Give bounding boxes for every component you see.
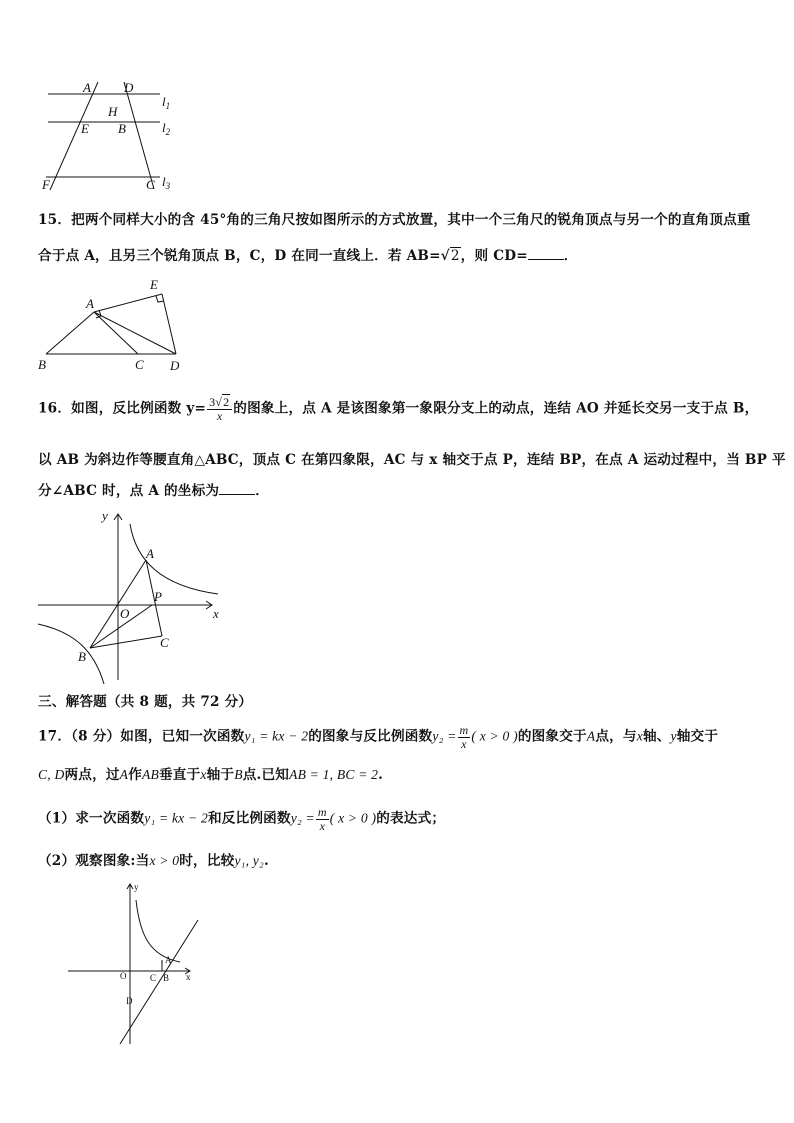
q15-text-a: 合于点 A，且另三个锐角顶点 B，C，D 在同一直线上．若 AB= bbox=[38, 248, 441, 264]
q15-text-b: ，则 CD= bbox=[460, 248, 528, 264]
label-A: A bbox=[86, 296, 94, 311]
label-B: B bbox=[78, 649, 86, 664]
label-E: E bbox=[81, 121, 89, 136]
label-D: D bbox=[170, 358, 180, 373]
label-D: D bbox=[124, 80, 134, 95]
segment-AB bbox=[46, 312, 94, 354]
label-C: C bbox=[135, 357, 144, 372]
label-C: C bbox=[160, 635, 169, 650]
q16-fraction: $\frac{3√2}{x}$ bbox=[207, 396, 232, 422]
q17-part1: （1）求一次函数y₁ = kx − 2和反比例函数y₂ = $\frac{m}{x}$ ( x > 0 )的表达式； bbox=[38, 805, 446, 833]
line-y1 bbox=[120, 920, 198, 1044]
label-B: B bbox=[163, 973, 170, 983]
q16-line2: 以 AB 为斜边作等腰直角△ABC，顶点 C 在第四象限，AC 与 x 轴交于点 P，连结 BP，在点 A 运动过程中，当 BP 平 bbox=[38, 452, 786, 468]
label-y: y bbox=[134, 882, 139, 892]
q16-answer-blank[interactable] bbox=[219, 482, 255, 495]
segment-AE bbox=[94, 294, 162, 312]
label-l1: $l_1$ bbox=[162, 94, 171, 111]
label-y: y bbox=[102, 508, 108, 523]
figure-hyperbola bbox=[36, 508, 236, 684]
label-B: B bbox=[38, 357, 46, 372]
q15-line1: 15．把两个同样大小的含 45°角的三角尺按如图所示的方式放置，其中一个三角尺的锐角顶点与另一个的直角顶点重 bbox=[38, 212, 751, 228]
segment-BC bbox=[90, 636, 162, 648]
segment-AC bbox=[94, 312, 138, 354]
figure-parallel-lines bbox=[36, 76, 186, 194]
label-B: B bbox=[118, 121, 126, 136]
label-H: H bbox=[108, 104, 118, 119]
q17-part2: （2）观察图象:当x > 0时，比较y₁, y₂. bbox=[38, 853, 269, 869]
label-A: A bbox=[146, 546, 154, 561]
label-C: C bbox=[146, 177, 155, 192]
q15-answer-blank[interactable] bbox=[528, 247, 564, 260]
figure-two-triangles bbox=[34, 276, 194, 376]
hyperbola-branch-q1 bbox=[130, 524, 218, 594]
transversal-AF bbox=[50, 82, 98, 190]
section3-title: 三、解答题（共 8 题，共 72 分） bbox=[38, 694, 253, 710]
label-O: O bbox=[120, 606, 130, 621]
label-x: x bbox=[213, 606, 219, 621]
q17-line1: 17．（8 分）如图，已知一次函数y₁ = kx − 2的图象与反比例函数y₂ = $\frac{m}{x}$ ( x > 0 )的图象交于A点，与x轴、y轴交于 bbox=[38, 723, 719, 751]
figure-line-and-hyperbola bbox=[66, 880, 206, 1046]
label-l3: $l_3$ bbox=[162, 174, 171, 191]
q16-line1: 16．如图，反比例函数 y= $\frac{3√2}{x}$ 的图象上，点 A 是该图象第一象限分支上的动点，连结 AO 并延长交另一支于点 B， bbox=[38, 395, 759, 423]
segment-ED bbox=[162, 294, 176, 354]
label-C: C bbox=[150, 973, 157, 983]
label-A: A bbox=[165, 955, 172, 965]
label-D: D bbox=[126, 996, 133, 1006]
label-x: x bbox=[186, 972, 191, 982]
label-A: A bbox=[83, 80, 91, 95]
hyperbola-m-over-x bbox=[136, 900, 180, 962]
segment-AD bbox=[94, 312, 176, 354]
label-E: E bbox=[150, 277, 158, 292]
label-P: P bbox=[154, 589, 162, 604]
hyperbola-branch-q3 bbox=[38, 624, 104, 684]
label-O: O bbox=[120, 971, 127, 981]
label-l2: $l_2$ bbox=[162, 120, 171, 137]
q15-sqrt: √2 bbox=[440, 248, 460, 264]
q16-line3: 分∠ABC 时，点 A 的坐标为 ． bbox=[38, 483, 269, 499]
q15-line2: 合于点 A，且另三个锐角顶点 B，C，D 在同一直线上．若 AB=√2，则 CD= ． bbox=[38, 248, 578, 264]
label-F: F bbox=[42, 177, 50, 192]
q17-line2: C, D两点，过A作AB垂直于x轴于B点.已知AB = 1, BC = 2. bbox=[38, 767, 384, 783]
transversal-DC bbox=[124, 82, 154, 189]
